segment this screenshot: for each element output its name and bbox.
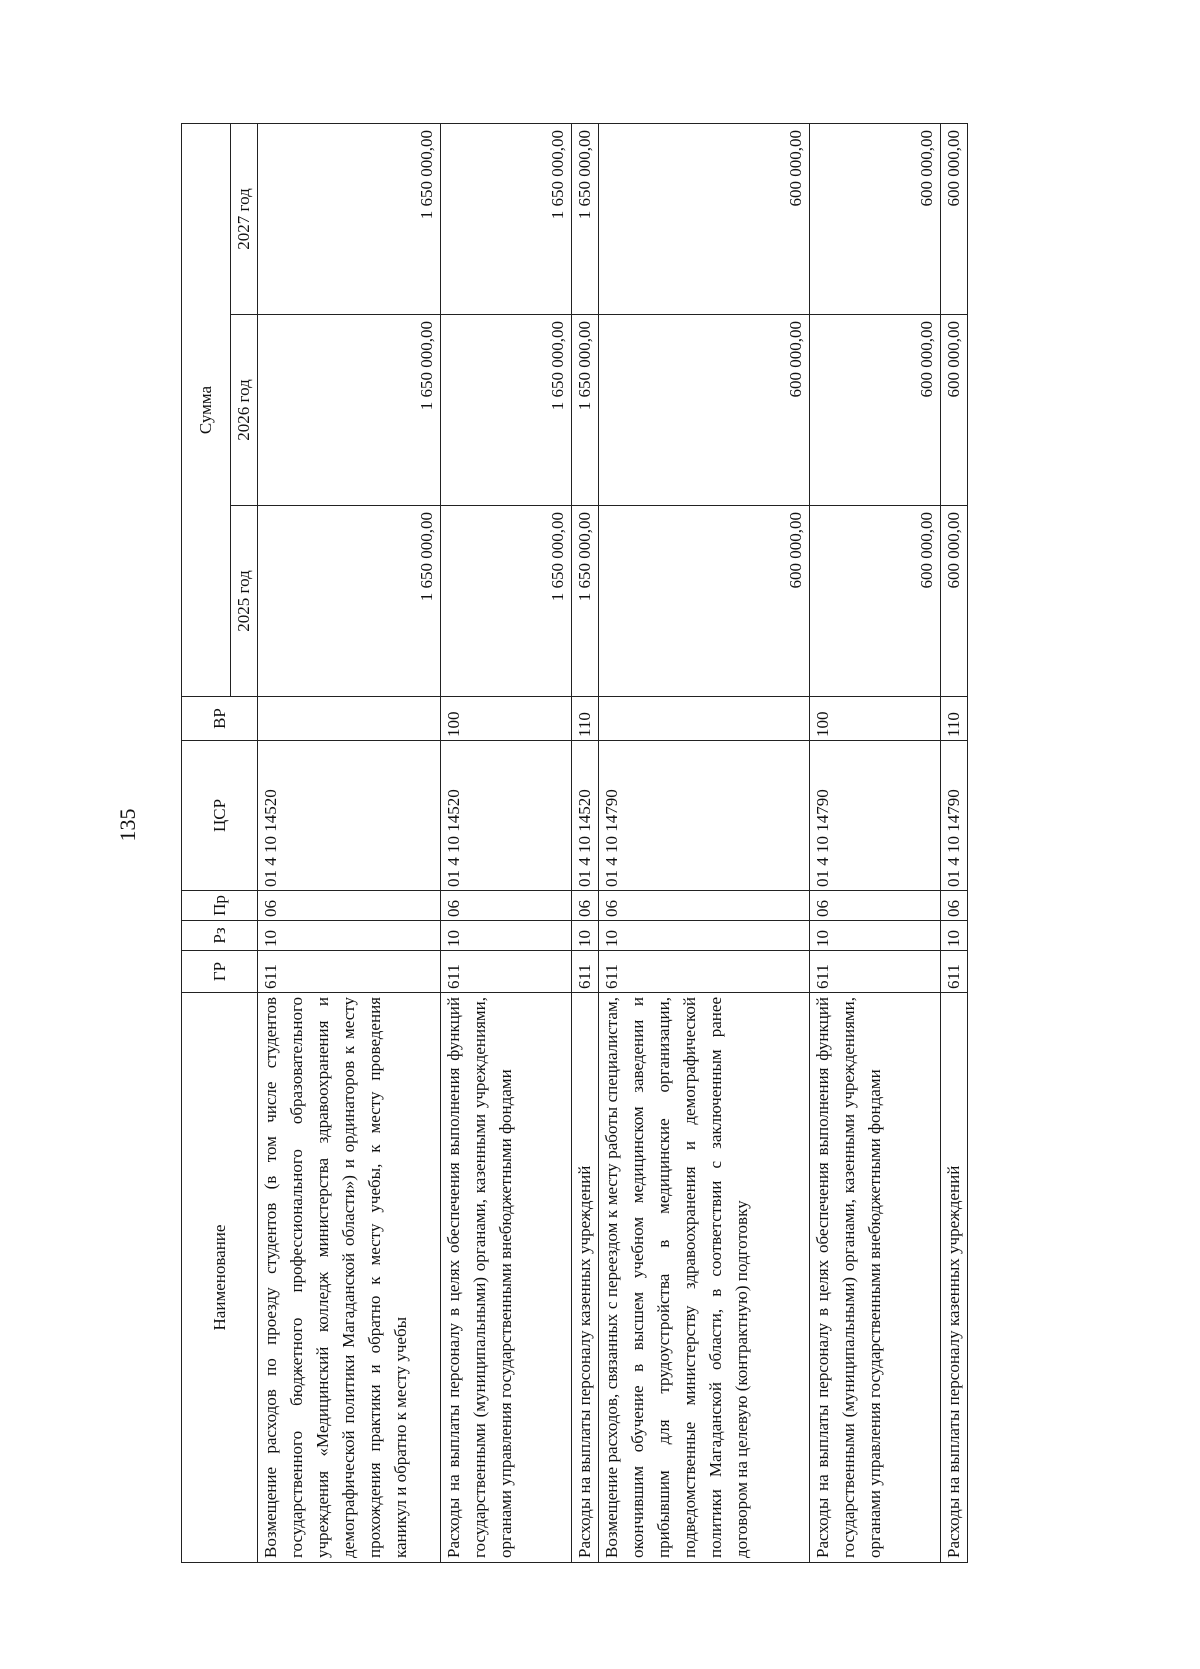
- row-2025: 1 650 000,00: [258, 506, 441, 697]
- row-gr: 611: [941, 951, 968, 993]
- header-2026: 2026 год: [231, 315, 258, 506]
- row-vr: 100: [810, 697, 941, 741]
- row-2027: 600 000,00: [810, 124, 941, 315]
- row-vr: [258, 697, 441, 741]
- row-2027: 1 650 000,00: [441, 124, 572, 315]
- row-2025: 1 650 000,00: [441, 506, 572, 697]
- header-2025: 2025 год: [231, 506, 258, 697]
- row-gr: 611: [441, 951, 572, 993]
- row-2027: 600 000,00: [599, 124, 810, 315]
- row-name: Возмещение расходов по проезду студентов (в том числе студентов государственного бюджетного профессионального образовательного учреждения «Медицинский колледж министерства здравоохранения и демографической политики Магаданской области») и ординаторов к месту прохождения практики и обратно к месту учебы, к месту проведения каникул и обратно к месту учебы: [258, 993, 441, 1563]
- header-csr: ЦСР: [182, 741, 258, 891]
- header-vr: ВР: [182, 697, 258, 741]
- row-2025: 600 000,00: [599, 506, 810, 697]
- row-rz: 10: [441, 921, 572, 951]
- header-gr: ГР: [182, 951, 258, 993]
- row-2026: 600 000,00: [941, 315, 968, 506]
- row-name: Возмещение расходов, связанных с переездом к месту работы специалистам, окончившим обучение в высшем учебном медицинском заведении и прибывшим для трудоустройства в медицинские организации, подведомственные министерству здравоохранения и демографической политики Магаданской области, в соответствии с заключенным ранее договором на целевую (контрактную) подготовку: [599, 993, 810, 1563]
- row-vr: 100: [441, 697, 572, 741]
- row-2026: 600 000,00: [599, 315, 810, 506]
- row-csr: 01 4 10 14520: [258, 741, 441, 891]
- header-sum: Сумма: [182, 124, 231, 697]
- page-number: 135: [115, 808, 140, 842]
- row-pr: 06: [941, 891, 968, 921]
- row-csr: 01 4 10 14790: [599, 741, 810, 891]
- row-name: Расходы на выплаты персоналу в целях обеспечения выполнения функций государственными (муниципальными) органами, казенными учреждениями, органами управления государственными внебюджетными фондами: [441, 993, 572, 1563]
- row-csr: 01 4 10 14520: [572, 741, 599, 891]
- row-vr: 110: [941, 697, 968, 741]
- row-csr: 01 4 10 14790: [941, 741, 968, 891]
- row-rz: 10: [599, 921, 810, 951]
- row-pr: 06: [572, 891, 599, 921]
- header-pr: Пр: [182, 891, 258, 921]
- row-pr: 06: [258, 891, 441, 921]
- row-rz: 10: [810, 921, 941, 951]
- table-row: [441, 124, 572, 1563]
- row-2026: 1 650 000,00: [258, 315, 441, 506]
- row-pr: 06: [810, 891, 941, 921]
- row-2025: 600 000,00: [810, 506, 941, 697]
- row-vr: 110: [572, 697, 599, 741]
- table-row: [599, 124, 810, 1563]
- budget-table: [181, 123, 968, 1563]
- row-2025: 600 000,00: [941, 506, 968, 697]
- row-vr: [599, 697, 810, 741]
- row-pr: 06: [441, 891, 572, 921]
- row-2027: 1 650 000,00: [258, 124, 441, 315]
- row-csr: 01 4 10 14790: [810, 741, 941, 891]
- row-gr: 611: [810, 951, 941, 993]
- table-row: [810, 124, 941, 1563]
- row-rz: 10: [572, 921, 599, 951]
- row-2026: 600 000,00: [810, 315, 941, 506]
- row-rz: 10: [941, 921, 968, 951]
- table-row: [941, 124, 968, 1563]
- row-gr: 611: [258, 951, 441, 993]
- row-name: Расходы на выплаты персоналу казенных учреждений: [572, 993, 599, 1563]
- budget-table-container: [181, 123, 996, 1563]
- header-2027: 2027 год: [231, 124, 258, 315]
- header-name: Наименование: [182, 993, 258, 1563]
- row-name: Расходы на выплаты персоналу в целях обеспечения выполнения функций государственными (муниципальными) органами, казенными учреждениями, органами управления государственными внебюджетными фондами: [810, 993, 941, 1563]
- row-name: Расходы на выплаты персоналу казенных учреждений: [941, 993, 968, 1563]
- table-row: [572, 124, 599, 1563]
- row-2025: 1 650 000,00: [572, 506, 599, 697]
- row-2026: 1 650 000,00: [572, 315, 599, 506]
- row-rz: 10: [258, 921, 441, 951]
- header-rz: Рз: [182, 921, 258, 951]
- row-gr: 611: [572, 951, 599, 993]
- row-2026: 1 650 000,00: [441, 315, 572, 506]
- row-2027: 600 000,00: [941, 124, 968, 315]
- table-row: [258, 124, 441, 1563]
- row-2027: 1 650 000,00: [572, 124, 599, 315]
- row-csr: 01 4 10 14520: [441, 741, 572, 891]
- row-gr: 611: [599, 951, 810, 993]
- row-pr: 06: [599, 891, 810, 921]
